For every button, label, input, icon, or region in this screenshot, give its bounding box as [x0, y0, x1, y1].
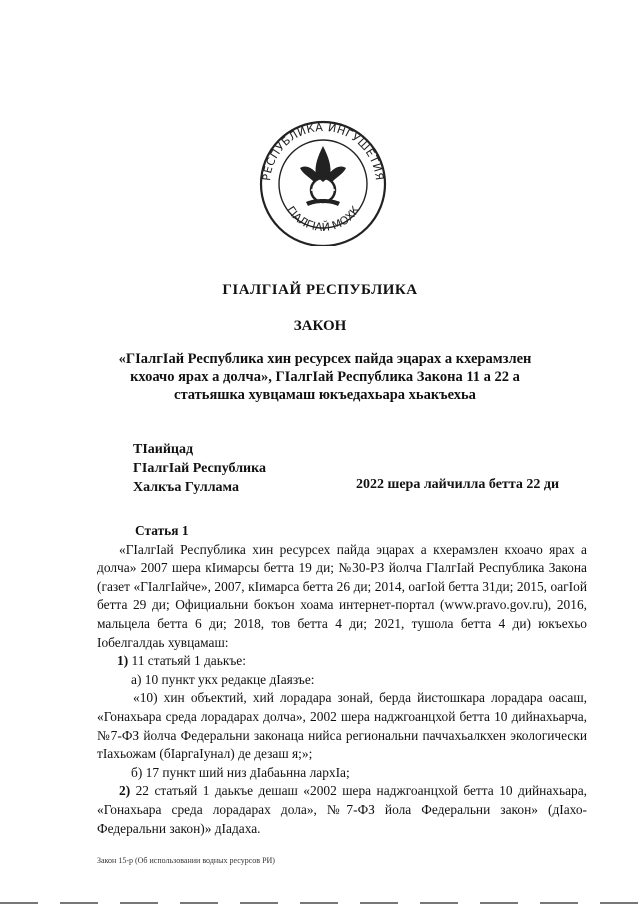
adoption-date: 2022 шера лайчилла бетта 22 ди [356, 477, 560, 492]
document-type: ЗАКОН [293, 318, 347, 334]
adoption-line-3: Халкъа Гуллама [133, 480, 239, 495]
article-heading: Статья 1 [135, 523, 189, 538]
list-item-1b: б) 17 пункт ший низ дIабаьнна лархIа; [131, 764, 350, 780]
republic-emblem [248, 116, 398, 246]
item-1-text: 11 статьяй 1 даькъе: [131, 653, 246, 669]
article-intro: «ГIалгIай Республика хин ресурсех пайда эцарах а кхерамзлен кхоачо ярах а долча» 2007 шера кIимарсы бетта 19 ди; №30-РЗ йолча ГIалгIай Республика Закона (газет «ГIалгIайче», 2007, кIимарса бетта 26 ди; 2014, оагIой бетта 31ди; 2015, оагIой бетта 29 ди; Официальни бокъон хоама интернет-портал (www.pravo.gov.ru), 2016, мальцела бетта 6 ди; 2018, тов бетта 4 ди; 2021, тушола бетта 4 ди) юкъехьо Iобелгалдаь хувцамаш: [97, 541, 587, 650]
law-title: «ГIалгIай Республика хин ресурсех пайда эцарах а кхерамзлен кхоачо ярах а долча», ГIалгIай Республика Закона 11 а 22 а статьяшка хувцамаш юкъедахьара хьакъехьа [118, 351, 532, 403]
footer-note: Закон 15-р (Об использовании водных ресурсов РИ) [97, 856, 275, 865]
svg-text:РЕСПУБЛИКА ИНГУШЕТИЯ: РЕСПУБЛИКА ИНГУШЕТИЯ [260, 120, 386, 182]
republic-name: ГIАЛГIАЙ РЕСПУБЛИКА [222, 282, 418, 298]
adoption-line-1: ТIаийцад [133, 442, 194, 457]
item-2-number: 2) [119, 783, 131, 799]
list-item-1 [97, 652, 587, 671]
scan-edge [0, 902, 640, 904]
list-item-2 [97, 782, 587, 838]
item-2-text: 22 статьяй 1 даькъе дешаш «2002 шера наджгоанцхой бетта 10 дийнахьара, «Гонахьара среда лорадарах дола», №7-ФЗ йола Федеральни закон» (дIахо-Федеральни закон)» дIадаха. [97, 783, 587, 836]
list-item-1a: а) 10 пункт укх редакце дIаязъе: [131, 671, 315, 687]
adoption-line-2: ГIалгIай Республика [133, 461, 266, 476]
item-1-number: 1) [117, 653, 129, 669]
list-item-1a-quote: «10) хин объектий, хий лорадара зонай, берда йистошкара лорадара оасаш, «Гонахьара среда лорадарах долча», 2002 шера наджгоанцхой бетта 10 дийнахьарча, №7-ФЗ йолча Федеральни законаца нийса региональни паччахьалкхен экологически тIахьожам (бIаргаIунал) де дезаш я;»; [97, 690, 587, 762]
svg-text:ГIАЛГIАЙ МОХК: ГIАЛГIАЙ МОХК [283, 203, 363, 234]
article-body [97, 522, 587, 838]
adoption-block [133, 440, 266, 497]
